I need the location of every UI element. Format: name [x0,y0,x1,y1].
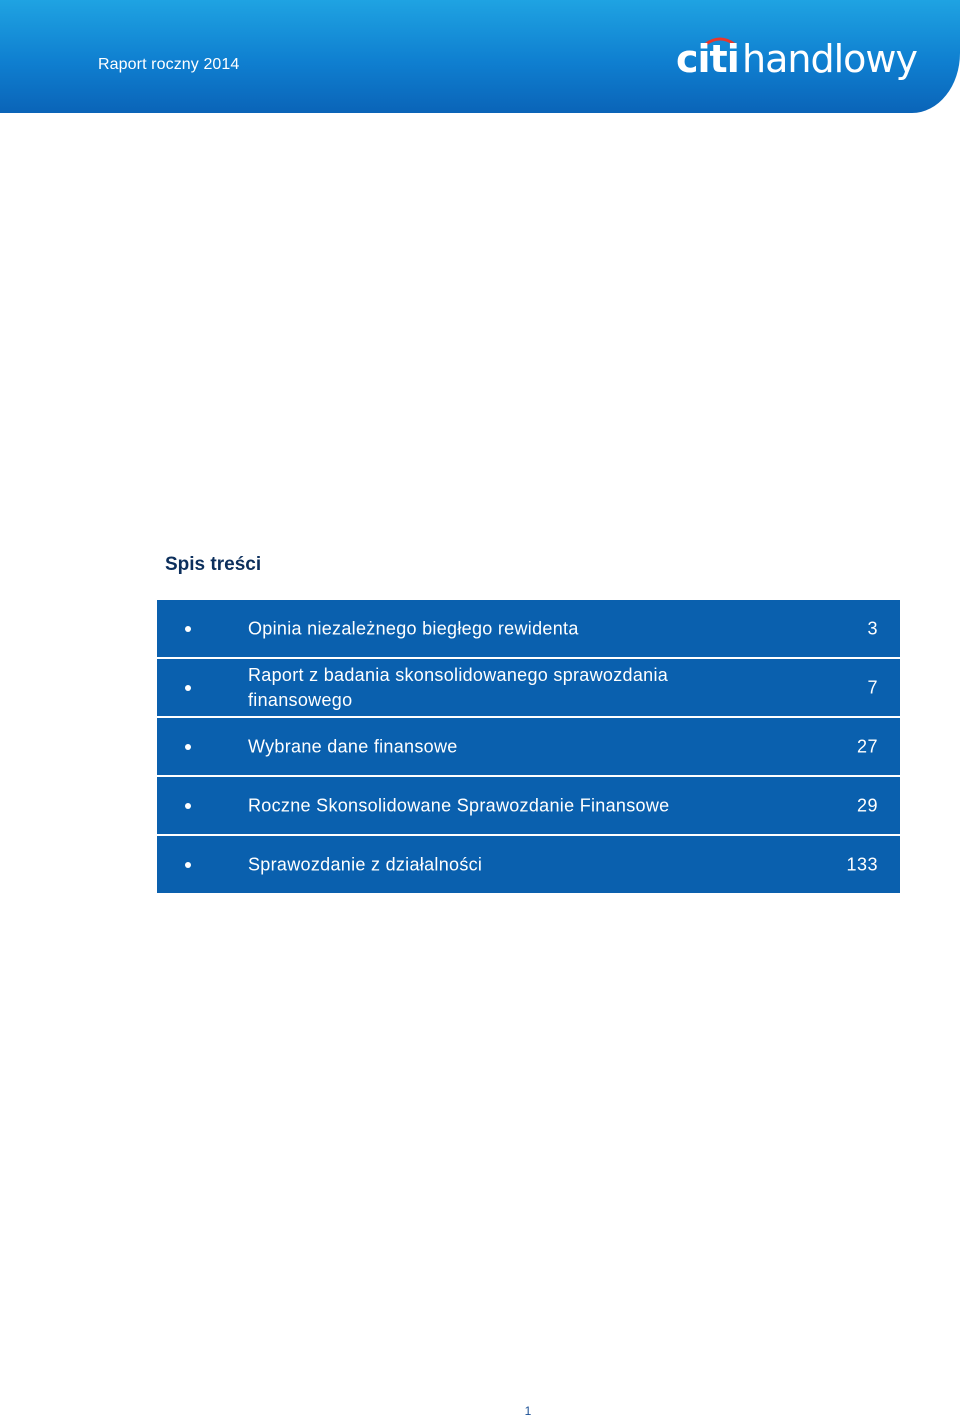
bullet-icon [185,685,191,691]
page-header [0,0,960,113]
bullet-icon [185,803,191,809]
report-title: Raport roczny 2014 [98,56,240,73]
toc-item-sprawozdanie-finansowe[interactable] [157,777,900,834]
bullet-icon [185,626,191,632]
toc-item-page: 29 [856,795,878,815]
toc-heading: Spis treści [165,554,262,575]
toc-item-label: Opinia niezależnego biegłego rewidenta [248,618,579,638]
table-of-contents [157,600,900,895]
page-number: 1 [524,1404,532,1418]
toc-item-opinia[interactable] [157,600,900,657]
logo-citi-text: citi [676,37,739,81]
bullet-icon [185,744,191,750]
toc-item-label: Raport z badania skonsolidowanego sprawozdania finansowego [248,664,669,710]
toc-item-sprawozdanie-dzialalnosci[interactable] [157,836,900,893]
toc-item-label: Roczne Skonsolidowane Sprawozdanie Finansowe [248,795,670,815]
toc-item-label: Wybrane dane finansowe [248,736,458,756]
citi-handlowy-logo [676,30,926,90]
bullet-icon [185,862,191,868]
toc-item-label: Sprawozdanie z działalności [248,854,483,874]
toc-item-page: 3 [867,618,878,638]
toc-item-page: 27 [856,736,878,756]
logo-handlowy-text: handlowy [742,37,917,81]
toc-item-page: 7 [867,677,878,697]
toc-item-wybrane-dane[interactable] [157,718,900,775]
toc-item-page: 133 [846,854,878,874]
toc-item-raport[interactable] [157,659,900,716]
